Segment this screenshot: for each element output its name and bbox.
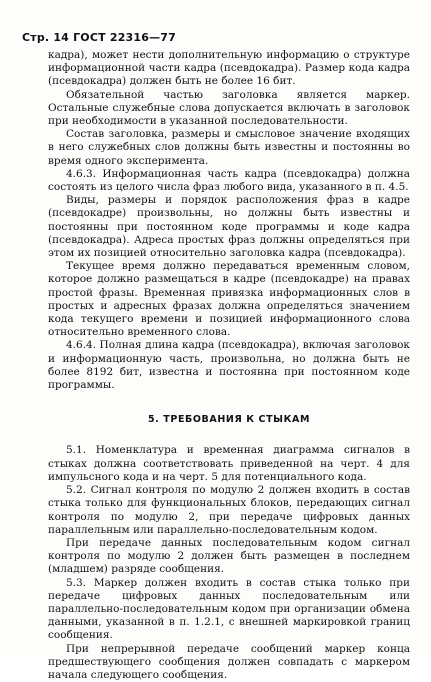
page-header: Стр. 14 ГОСТ 22316—77 xyxy=(22,31,177,44)
paragraph: При передаче данных последовательным кодом сигнал контроля по модулю 2 должен быть размещен в последнем (младшем) разряде сообщения. xyxy=(48,536,410,576)
paragraph: 4.6.3. Информационная часть кадра (псевдокадра) должна состоять из целого числа фраз любого вида, указанного в п. 4.5. xyxy=(48,167,410,194)
paragraph: 5.2. Сигнал контроля по модулю 2 должен входить в состав стыка только для функциональных блоков, передающих сигнал контроля по модулю 2, при передаче цифровых данных параллельным или параллельно-последовательным кодом. xyxy=(48,484,410,536)
paragraph: При непрерывной передаче сообщений маркер конца предшествующего сообщения должен совпадать с маркером начала следующего сообщения. xyxy=(48,642,410,681)
paragraph: 5.3. Маркер должен входить в состав стыка только при передаче цифровых данных последовательным или параллельно-последовательным кодом при организации обмена данными, указанной в п. 1.2.1, с внешней маркировкой границ сообщения. xyxy=(48,576,410,642)
section-title: 5. ТРЕБОВАНИЯ К СТЫКАМ xyxy=(147,414,311,426)
paragraph: 5.1. Номенклатура и временная диаграмма сигналов в стыках должна соответствовать приведенной на черт. 4 для импульсного кода и на черт. 5 для потенциального кода. xyxy=(48,444,410,483)
paragraph: кадра), может нести дополнительную информацию о структуре информационной части кадра (псевдокадра). Размер кода кадра (псевдокадра) должен быть не более 16 бит. xyxy=(48,49,410,88)
paragraph: Текущее время должно передаваться временным словом, которое должно размещаться в кадре (псевдокадре) на правах простой фразы. Временная привязка информационных слов в простых и адресных фразах должна определяться значением кода текущего времени и позицией информационного слова относительно временного слова. xyxy=(48,260,410,339)
paragraph: Обязательной частью заголовка является маркер. Остальные служебные слова допускается включать в заголовок при необходимости в указанной последовательности. xyxy=(48,88,410,128)
page-content xyxy=(48,49,410,682)
paragraph: Виды, размеры и порядок расположения фраз в кадре (псевдокадре) произвольны, но должны быть известны и постоянны при постоянном коде программы и коде кадра (псевдокадра). Адреса простых фраз должны определяться при этом их позицией относительно заголовка кадра (псевдокадра). xyxy=(48,194,410,260)
paragraph: 4.6.4. Полная длина кадра (псевдокадра), включая заголовок и информационную часть, произвольна, но должна быть не более 8192 бит, известна и постоянна при постоянном коде программы. xyxy=(48,339,410,392)
paragraph: Состав заголовка, размеры и смысловое значение входящих в него служебных слов должны быть известны и постоянны во время одного эксперимента. xyxy=(48,128,410,167)
